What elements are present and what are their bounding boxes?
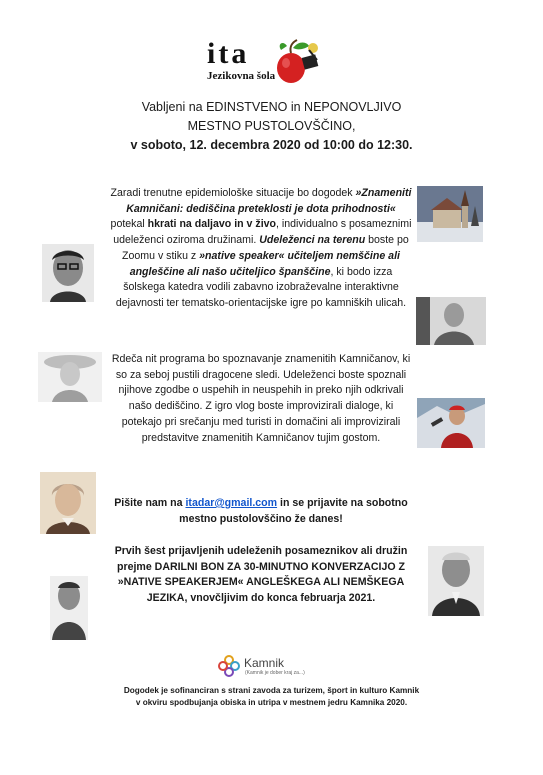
headline-date: v soboto, 12. decembra 2020 od 10:00 do 12:30.	[130, 138, 413, 152]
kamnik-tagline: (Kamnik je dober kraj za...)	[245, 670, 305, 676]
church-photo	[417, 186, 483, 242]
logo-subtitle: Jezikovna šola	[207, 70, 276, 82]
school-logo	[205, 38, 325, 86]
kamnik-name: Kamnik	[244, 656, 285, 670]
portrait-photo-3	[40, 472, 96, 534]
footer-line-1: Dogodek je sofinanciran s strani zavoda za turizem, šport in kulturo Kamnik	[123, 686, 420, 695]
logo-brand: ita	[207, 37, 250, 70]
portrait-photo-1	[42, 244, 94, 302]
footer-line-2: v okviru spodbujanja obiska in utripa v mestnem jedru Kamnika 2020.	[135, 698, 408, 707]
headline-line-2: MESTNO PUSTOLOVŠČINO,	[187, 119, 356, 133]
kamnik-flower-icon	[218, 655, 240, 677]
email-link[interactable]: itadar@gmail.com	[185, 497, 278, 509]
portrait-photo-7	[428, 546, 484, 616]
kamnik-logo	[218, 655, 328, 681]
paragraph-program: Rdeča nit programa bo spoznavanje znamenitih Kamničanov, ki so za seboj pustili dragocene sledi. Udeleženci boste spoznali njihove zgodbe o uspehih in neuspehih in preko njih odkrivali našo dediščino. Z igro vlog boste improvizirali dialoge, ki potekajo pri srečanju med turisti in domačini ali improvizirali predstavitve znamenitih Kamničanov tujim gostom.	[111, 353, 411, 444]
portrait-photo-5	[416, 297, 486, 345]
portrait-photo-6	[417, 398, 485, 448]
paragraph-gift-voucher: Prvih šest prijavljenih udeleženih posameznikov ali družin prejme DARILNI BON ZA 30-MINUTNO KONVERZACIJO Z »NATIVE SPEAKERJEM« ANGLEŠKEGA ALI NEMŠKEGA JEZIKA, vnovčljivim do konca februarja 2021.	[114, 545, 408, 605]
apple-icon	[273, 38, 325, 86]
paragraph-contact: Pišite nam na itadar@gmail.com in se prijavite na sobotno mestno pustolovščino že danes!	[114, 497, 408, 525]
portrait-photo-4	[50, 576, 88, 640]
paragraph-intro: Zaradi trenutne epidemiološke situacije bo dogodek »Znameniti Kamničani: dediščina preteklosti je dota prihodnosti« potekal hkrati na daljavo in v živo, individualno s posameznimi udeleženci oziroma družinami. Udeleženci na terenu boste po Zoomu v stiku z »native speaker« učiteljem nemščine ali angleščine ali našo učiteljico španščine, ki bodo izza šolskega katedra vodili zabavno izobraževalne interaktivne dejavnosti ter tematsko-orientacijske igre po kamniških ulicah.	[110, 187, 412, 309]
portrait-photo-2	[38, 352, 102, 402]
headline-line-1: Vabljeni na EDINSTVENO in NEPONOVLJIVO	[141, 100, 402, 114]
